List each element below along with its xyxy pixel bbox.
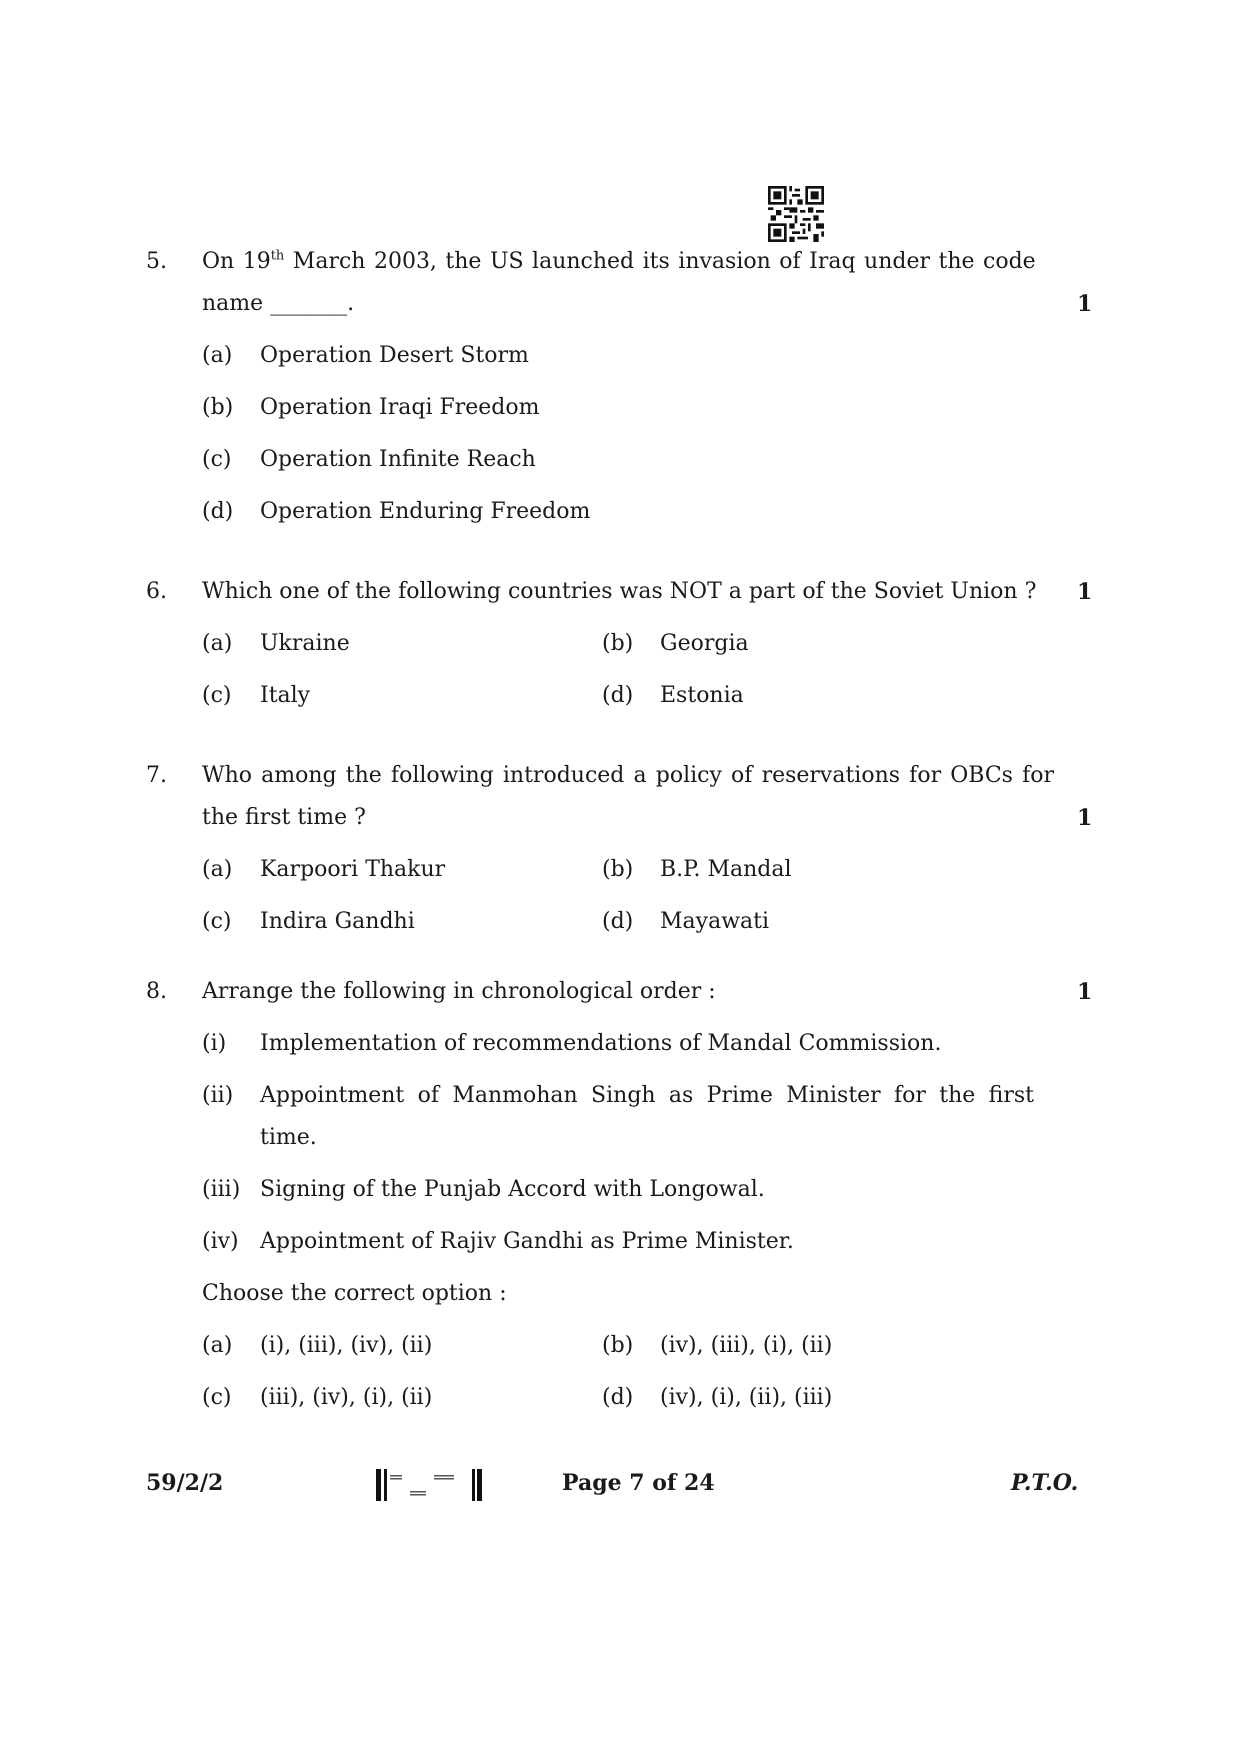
q8-option-b-label: (b) [602,1333,634,1358]
q5-option-d-label: (d) [202,499,234,524]
q5-option-d-text: Operation Enduring Freedom [260,499,591,524]
q8-item-iv-label: (iv) [202,1229,239,1254]
q7-option-b-text: B.P. Mandal [660,857,792,882]
q8-item-iii-label: (iii) [202,1177,241,1202]
q6-option-c-text: Italy [260,683,311,708]
q8-option-d-label: (d) [602,1385,634,1410]
q6-option-b-label: (b) [602,631,634,656]
q6-option-d-label: (d) [602,683,634,708]
q5-option-b-text: Operation Iraqi Freedom [260,395,540,420]
q6-option-d-text: Estonia [660,683,744,708]
q8-option-c-text: (iii), (iv), (i), (ii) [260,1385,433,1410]
q8-option-c-label: (c) [202,1385,232,1410]
q8-item-ii-label: (ii) [202,1083,234,1108]
q6-text: Which one of the following countries was NOT a part of the Soviet Union ? [202,579,1037,604]
q8-number: 8. [146,979,167,1004]
q7-option-c-label: (c) [202,909,232,934]
q8-marks: 1 [1077,979,1093,1005]
q7-option-a-text: Karpoori Thakur [260,857,446,882]
qr-code-icon [768,186,824,242]
q7-number: 7. [146,763,167,788]
q8-option-a-label: (a) [202,1333,233,1358]
q5-text: On 19th March 2003, the US launched its invasion of Iraq under the code [202,248,1036,274]
paper-code: 59/2/2 [146,1470,224,1496]
q5-marks: 1 [1077,291,1093,317]
q5-option-c-label: (c) [202,447,232,472]
q5-option-a-label: (a) [202,343,233,368]
q8-text: Arrange the following in chronological order : [202,979,716,1004]
q8-item-ii-text-line2: time. [260,1125,317,1150]
q7-option-d-text: Mayawati [660,909,770,934]
q8-option-b-text: (iv), (iii), (i), (ii) [660,1333,833,1358]
q5-number: 5. [146,249,167,274]
pto-label: P.T.O. [1011,1470,1079,1496]
q5-option-b-label: (b) [202,395,234,420]
q8-item-i-label: (i) [202,1031,227,1056]
q6-number: 6. [146,579,167,604]
q7-marks: 1 [1077,805,1093,831]
q8-item-iii-text: Signing of the Punjab Accord with Longowal. [260,1177,765,1202]
q6-option-a-text: Ukraine [260,631,350,656]
q5-option-a-text: Operation Desert Storm [260,343,529,368]
q8-item-i-text: Implementation of recommendations of Mandal Commission. [260,1031,942,1056]
q8-choose-text: Choose the correct option : [202,1281,507,1306]
q6-option-b-text: Georgia [660,631,749,656]
q5-text-line2: name _______. [202,291,355,316]
q6-option-c-label: (c) [202,683,232,708]
q8-option-a-text: (i), (iii), (iv), (ii) [260,1333,433,1358]
q7-option-a-label: (a) [202,857,233,882]
q6-option-a-label: (a) [202,631,233,656]
q8-item-ii-text: Appointment of Manmohan Singh as Prime Minister for the first [260,1083,1034,1108]
q8-item-iv-text: Appointment of Rajiv Gandhi as Prime Minister. [260,1229,794,1254]
q7-option-d-label: (d) [602,909,634,934]
barcode-icon [376,1467,482,1503]
q7-text-line1: Who among the following introduced a policy of reservations for OBCs for [202,763,1054,788]
q5-option-c-text: Operation Infinite Reach [260,447,536,472]
q7-text-line2: the first time ? [202,805,366,830]
q7-option-c-text: Indira Gandhi [260,909,415,934]
q6-marks: 1 [1077,579,1093,605]
q7-option-b-label: (b) [602,857,634,882]
q8-option-d-text: (iv), (i), (ii), (iii) [660,1385,833,1410]
page-number: Page 7 of 24 [562,1470,715,1496]
